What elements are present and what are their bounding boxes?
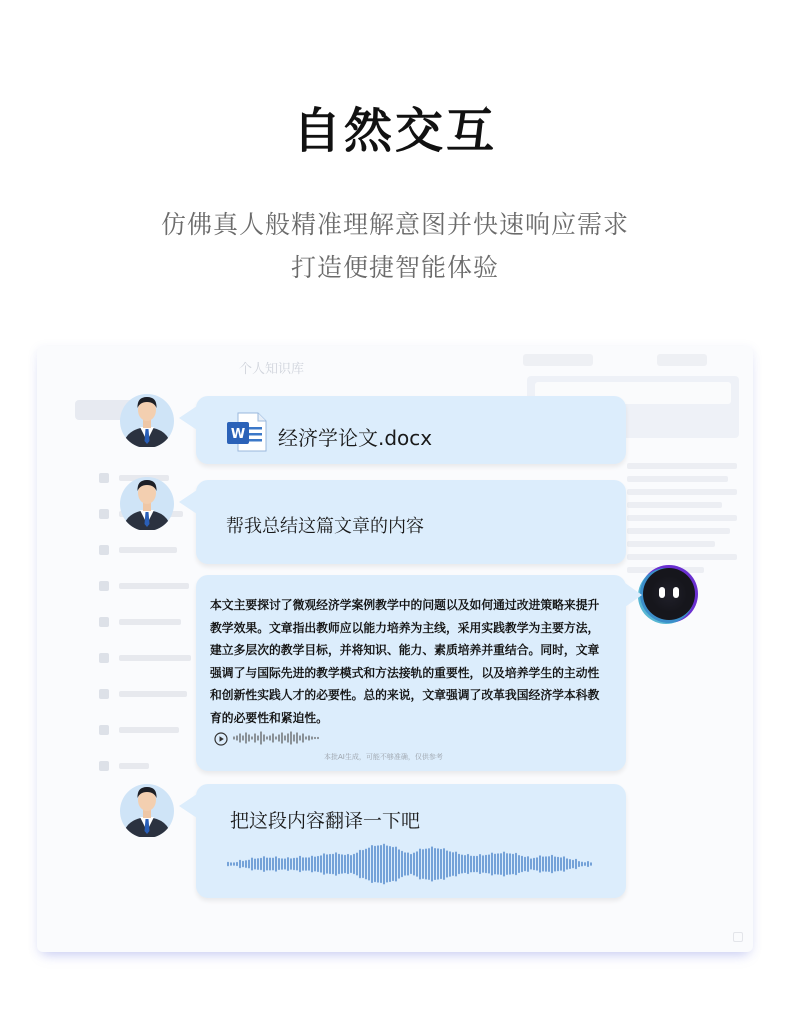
user-message-text: 帮我总结这篇文章的内容 (226, 516, 424, 537)
user-avatar (117, 781, 177, 837)
page-subtitle-line-1: 仿佛真人般精准理解意图并快速响应需求 (160, 210, 629, 239)
sort-dropdown[interactable] (657, 354, 707, 366)
word-file-icon (226, 411, 268, 453)
audio-waveform-icon (232, 730, 324, 746)
file-list-item[interactable] (99, 676, 191, 712)
file-name: 经济学论文.docx (278, 426, 433, 450)
voice-waveform-icon (226, 842, 598, 886)
ai-reply-message (196, 575, 626, 771)
file-list-item[interactable] (99, 748, 191, 784)
resize-handle[interactable] (733, 932, 743, 942)
file-list-item[interactable] (99, 712, 191, 748)
page-title: 自然交互 (292, 103, 497, 159)
file-list-item[interactable] (99, 604, 191, 640)
preview-text-block (627, 456, 737, 580)
user-avatar (117, 391, 177, 447)
ai-reply-text: 本文主要探讨了微观经济学案例教学中的问题以及如何通过改进策略来提升教学效果。文章指出教师应以能力培养为主线，采用实践教学为主要方法，建立多层次的教学目标，并将知识、能力、素质培养并重结合。同时，文章强调了与国际先进的教学模式和方法接轨的重要性，以及培养学生的主动性和创新性实践人才的必要性。总的来说，文章强调了改革我国经济学本科教育的必要性和紧迫性。 (210, 598, 600, 725)
filter-dropdown[interactable] (523, 354, 593, 366)
user-message-file[interactable] (196, 396, 626, 464)
voice-transcript-text: 把这段内容翻译一下吧 (230, 810, 421, 832)
play-icon[interactable] (214, 732, 228, 746)
file-list-item[interactable] (99, 640, 191, 676)
ai-disclaimer: 本批AI生成，可能不够准确，仅供参考 (324, 753, 443, 761)
page-subtitle-line-2: 打造便捷智能体验 (290, 253, 499, 282)
file-list-item[interactable] (99, 532, 191, 568)
user-avatar (117, 474, 177, 530)
ai-assistant-avatar (638, 563, 700, 625)
user-message (196, 480, 626, 564)
user-voice-message[interactable] (196, 784, 626, 898)
knowledge-base-title: 个人知识库 (239, 362, 305, 377)
svg-text:W: W (230, 427, 246, 442)
file-list-item[interactable] (99, 568, 191, 604)
